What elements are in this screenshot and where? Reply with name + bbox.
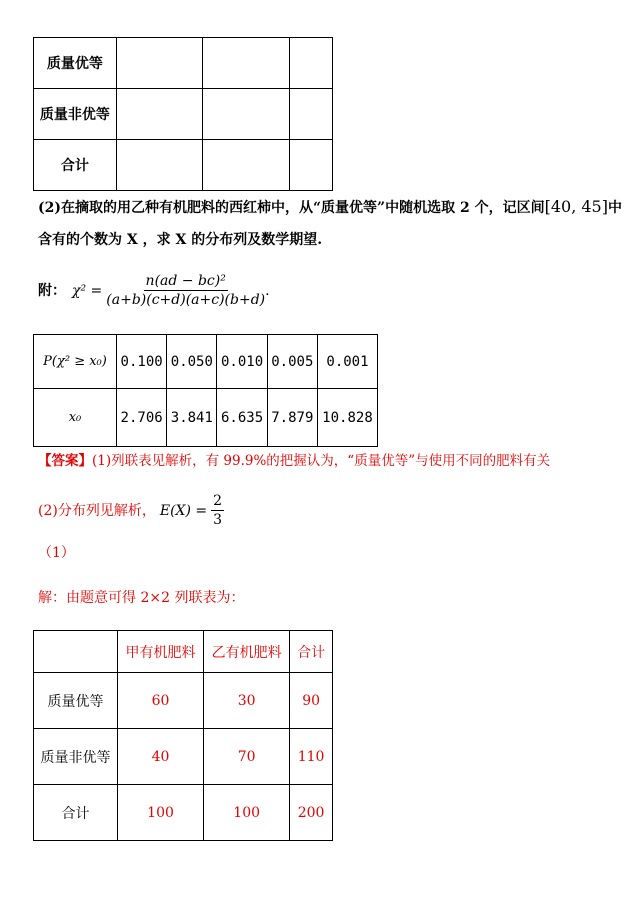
table-cell: 30 <box>204 673 290 729</box>
table-cell <box>290 140 333 191</box>
table-header-cell: x₀ <box>34 389 117 447</box>
table-cell: 60 <box>117 673 203 729</box>
table-cell: 70 <box>204 729 290 785</box>
contingency-table-empty <box>33 37 333 191</box>
table-cell <box>203 140 290 191</box>
table-row <box>34 631 333 673</box>
question-2-line2: 含有的个数为 X ，求 X 的分布列及数学期望. <box>38 232 323 248</box>
answer-tag: 【答案】 <box>38 453 92 469</box>
table-cell: 40 <box>117 729 203 785</box>
table-cell <box>116 140 203 191</box>
expectation-fraction: $\frac{2}{3}$ <box>213 493 223 528</box>
table-cell <box>116 89 203 140</box>
table-cell <box>290 89 333 140</box>
row-label: 质量优等 <box>34 673 118 729</box>
chi-square-lhs: χ² = <box>72 282 103 299</box>
table-cell: 200 <box>290 785 333 841</box>
answer-line-2: (2)分布列见解析， E(X) = $\frac{2}{3}$ <box>38 493 223 528</box>
chi-square-denominator: (a+b)(c+d)(a+c)(b+d) <box>106 292 266 308</box>
table-header-cell: 合计 <box>290 631 333 673</box>
interval: [40, 45] <box>544 197 608 216</box>
table-row <box>34 729 333 785</box>
table-cell: 6.635 <box>217 389 267 447</box>
table-cell: 100 <box>117 785 203 841</box>
table-cell: 0.010 <box>217 335 267 389</box>
table-cell <box>290 38 333 89</box>
question-2 <box>38 197 638 250</box>
critical-value-table <box>33 334 378 447</box>
table-cell: 0.050 <box>167 335 217 389</box>
table-row <box>34 89 333 140</box>
table-row <box>34 140 333 191</box>
chi-square-fraction <box>106 272 265 309</box>
row-label: 质量非优等 <box>34 89 117 140</box>
table-cell: 100 <box>204 785 290 841</box>
table-cell: 0.001 <box>317 335 377 389</box>
contingency-table-filled <box>33 630 333 841</box>
appendix-formula: 附： χ² = $\frac{\text{n(ad − bc)²}}{(a+b)(c+d)(a+c)(b+d)}$ . <box>38 273 270 308</box>
row-label: 合计 <box>34 785 118 841</box>
table-row <box>34 785 333 841</box>
solution-intro: 解：由题意可得 2×2 列联表为： <box>38 590 245 606</box>
chi-square-numerator: n(ad − bc)² <box>145 273 226 289</box>
table-cell: 2.706 <box>117 389 167 447</box>
solution-part-label: （1） <box>38 545 75 561</box>
table-cell <box>203 89 290 140</box>
row-label: 质量优等 <box>34 38 117 89</box>
table-cell: 7.879 <box>267 389 317 447</box>
table-cell: 90 <box>290 673 333 729</box>
table-cell: 0.100 <box>117 335 167 389</box>
table-cell: 110 <box>290 729 333 785</box>
table-cell <box>203 38 290 89</box>
table-cell: 3.841 <box>167 389 217 447</box>
table-row <box>34 335 378 389</box>
table-cell: 10.828 <box>317 389 377 447</box>
row-label: 合计 <box>34 140 117 191</box>
table-header-cell: 乙有机肥料 <box>204 631 290 673</box>
expectation-lhs: E(X) = <box>159 502 208 519</box>
question-2-line1: (2)在摘取的用乙种有机肥料的西红柿中，从“质量优等”中随机选取 2 个，记区间[40, 45]中 <box>38 197 622 216</box>
table-row <box>34 38 333 89</box>
table-header-cell: P(χ² ≥ x₀) <box>34 335 117 389</box>
table-row <box>34 673 333 729</box>
appendix-label: 附： <box>38 282 66 299</box>
table-cell: 0.005 <box>267 335 317 389</box>
answer-line-1: 【答案】(1)列联表见解析，有 99.9%的把握认为，“质量优等”与使用不同的肥料有关 <box>38 453 551 469</box>
table-row <box>34 389 378 447</box>
row-label: 质量非优等 <box>34 729 118 785</box>
table-cell <box>116 38 203 89</box>
table-header-cell: 甲有机肥料 <box>117 631 203 673</box>
table-header-cell <box>34 631 118 673</box>
